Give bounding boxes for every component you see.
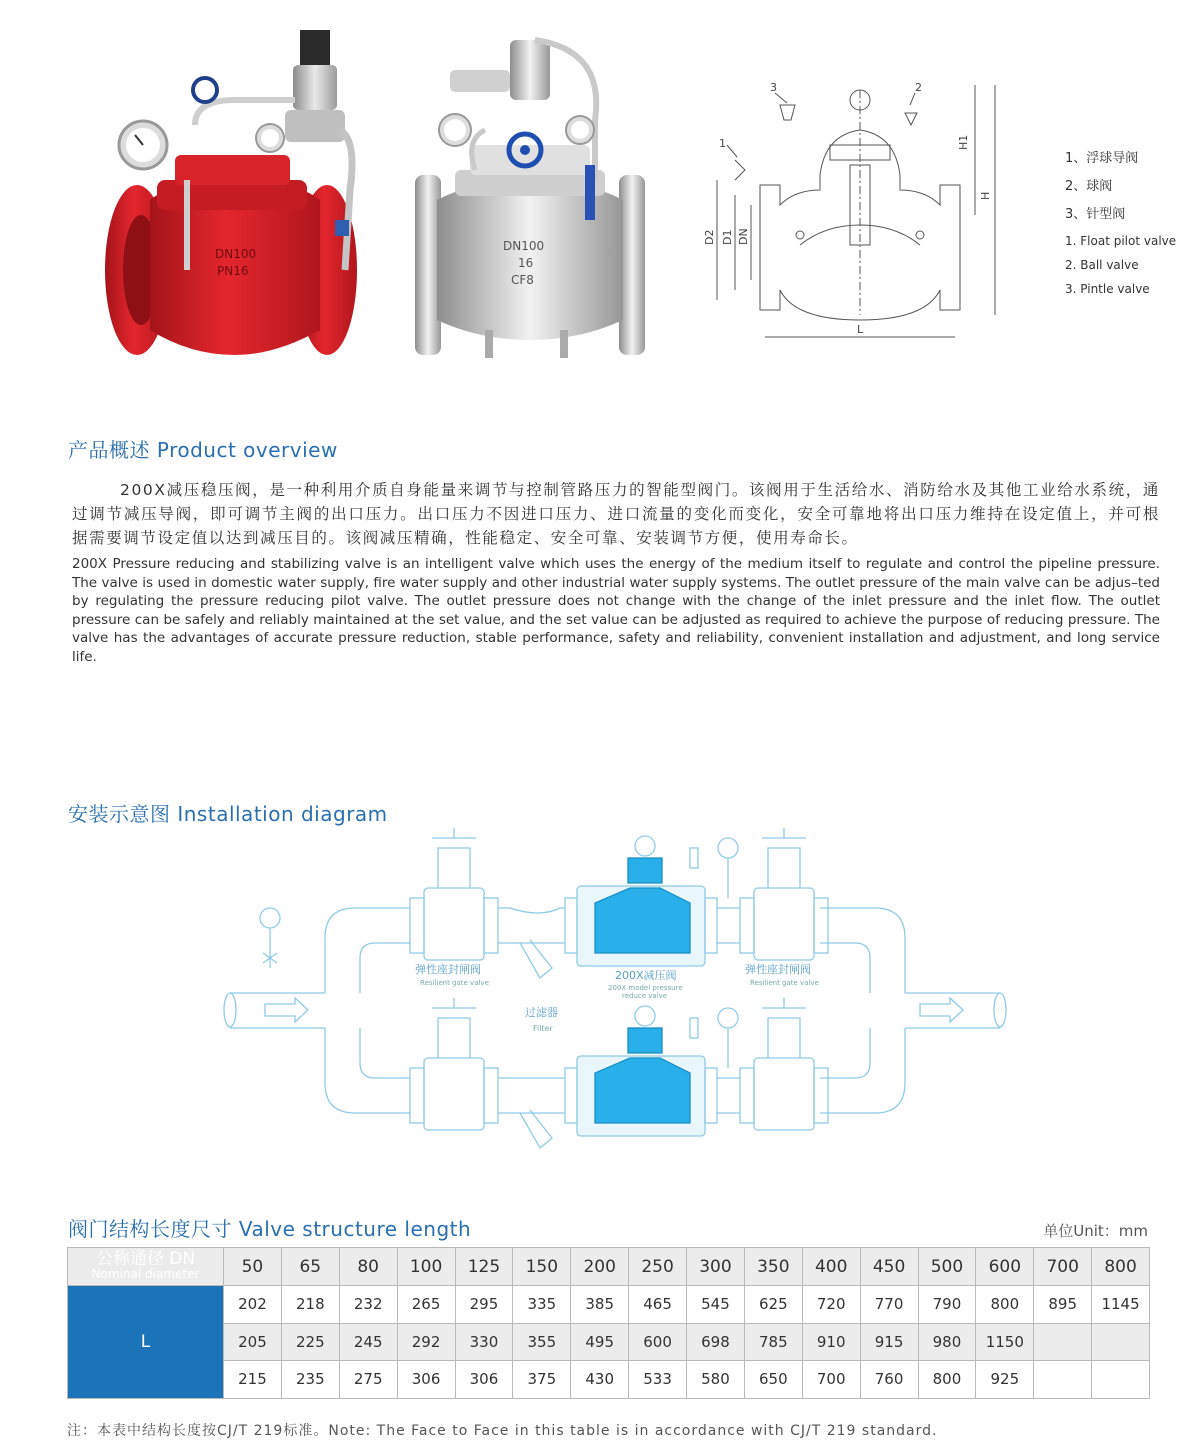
overview-en-paragraph: 200X Pressure reducing and stabilizing valve is an intelligent valve which uses the energy of the medium itself to regulate and control the pipeline pressure. The valve is used in domestic water supply, fire water supply and other industrial water supply systems. The outlet pressure of the main valve can be adjus–ted by regulating the pressure reducing pilot valve. The outlet pressure does not change with the change of the inlet pressure and the inlet flow. The outlet pressure can be safely and reliably maintained at the set value, and the set value can be adjusted as required to achieve the purpose of reducing pressure. The valve has the advantages of accurate pressure reduction, stable performance, safety and reliability, convenient installation and adjustment, and long service life.: [72, 556, 1160, 665]
dn-cell: 200: [571, 1248, 629, 1286]
value-cell: 218: [281, 1286, 339, 1324]
value-cell: 1150: [976, 1323, 1034, 1361]
gate-valve-label-left-cn: 弹性座封闸阀: [415, 963, 481, 976]
dim-d2: D2: [703, 229, 716, 245]
value-cell: 800: [976, 1286, 1034, 1324]
value-cell: 910: [802, 1323, 860, 1361]
dim-d1: D1: [721, 229, 734, 245]
dim-h: H: [979, 191, 992, 200]
value-cell: 770: [860, 1286, 918, 1324]
dn-cell: 600: [976, 1248, 1034, 1286]
value-cell: 335: [513, 1286, 571, 1324]
drawing-legend: [1065, 145, 1176, 301]
legend-item-cn-1: 1、浮球导阀: [1065, 151, 1139, 166]
filter-label-en: Filter: [533, 1024, 553, 1033]
value-cell: 355: [513, 1323, 571, 1361]
value-cell: 306: [397, 1361, 455, 1399]
value-cell: 915: [860, 1323, 918, 1361]
value-cell: 700: [802, 1361, 860, 1399]
upper-branch: [410, 828, 828, 978]
prv-label-en-2: reduce valve: [622, 992, 668, 1000]
dn-cell: 350: [744, 1248, 802, 1286]
value-cell: [1034, 1361, 1092, 1399]
legend-item-en-2: 2. Ball valve: [1065, 258, 1139, 272]
value-cell: 650: [744, 1361, 802, 1399]
steel-valve-photo: [415, 30, 645, 360]
value-cell: 720: [802, 1286, 860, 1324]
installation-title: 安装示意图 Installation diagram: [68, 802, 388, 826]
value-cell: 698: [687, 1323, 745, 1361]
value-cell: 375: [513, 1361, 571, 1399]
table-row: [68, 1286, 1150, 1324]
value-cell: 292: [397, 1323, 455, 1361]
value-cell: [1092, 1323, 1150, 1361]
red-valve-photo: [95, 30, 365, 360]
prv-label-cn: 200X减压阀: [615, 969, 677, 982]
value-cell: 202: [224, 1286, 282, 1324]
dim-dn: DN: [737, 228, 750, 245]
dn-cell: 50: [224, 1248, 282, 1286]
legend-item-cn-3: 3、针型阀: [1065, 207, 1126, 222]
dn-cell: 500: [918, 1248, 976, 1286]
callout-1: 1: [719, 137, 726, 150]
dn-cell: 450: [860, 1248, 918, 1286]
dn-cell: 250: [629, 1248, 687, 1286]
dn-cell: 300: [687, 1248, 745, 1286]
steel-body-pn: 16: [518, 256, 534, 270]
value-cell: 225: [281, 1323, 339, 1361]
callout-2: 2: [915, 81, 922, 94]
steel-body-dn: DN100: [503, 239, 545, 253]
table-title: 阀门结构长度尺寸 Valve structure length: [68, 1217, 472, 1241]
overview-title: 产品概述 Product overview: [68, 438, 338, 462]
callout-3: 3: [770, 81, 777, 94]
table-row: [68, 1361, 1150, 1399]
product-images: [95, 30, 1195, 370]
value-cell: 760: [860, 1361, 918, 1399]
value-cell: 215: [224, 1361, 282, 1399]
valve-length-table: [67, 1247, 1150, 1399]
legend-item-cn-2: 2、球阀: [1065, 179, 1113, 194]
dim-l: L: [857, 323, 864, 336]
value-cell: 295: [455, 1286, 513, 1324]
value-cell: 385: [571, 1286, 629, 1324]
table-unit: 单位Unit：mm: [1043, 1222, 1148, 1240]
dn-cell: 150: [513, 1248, 571, 1286]
dn-cell: 100: [397, 1248, 455, 1286]
lower-branch: [410, 998, 828, 1148]
filter-label-cn: 过滤器: [525, 1006, 558, 1019]
value-cell: 580: [687, 1361, 745, 1399]
value-cell: 495: [571, 1323, 629, 1361]
value-cell: 790: [918, 1286, 976, 1324]
header-cn: 公称通径 DN: [95, 1248, 196, 1269]
value-cell: 430: [571, 1361, 629, 1399]
dn-cell: 400: [802, 1248, 860, 1286]
value-cell: 235: [281, 1361, 339, 1399]
legend-item-en-3: 3. Pintle valve: [1065, 282, 1150, 296]
value-cell: 265: [397, 1286, 455, 1324]
table-header-row: [68, 1248, 1150, 1286]
value-cell: 895: [1034, 1286, 1092, 1324]
table-footnote: 注：本表中结构长度按CJ/T 219标准。Note: The Face to Face in this table is in accordance with CJ/T 219 standard.: [67, 1423, 938, 1439]
table-row: [68, 1323, 1150, 1361]
value-cell: 545: [687, 1286, 745, 1324]
table-header-cell: [68, 1248, 224, 1286]
value-cell: 1145: [1092, 1286, 1150, 1324]
steel-body-material: CF8: [511, 273, 534, 287]
value-cell: 306: [455, 1361, 513, 1399]
value-cell: [1092, 1361, 1150, 1399]
gate-valve-label-left-en: Resilient gate valve: [420, 979, 489, 987]
installation-diagram: [220, 828, 1010, 1158]
red-body-pn: PN16: [217, 264, 249, 278]
value-cell: 330: [455, 1323, 513, 1361]
value-cell: 625: [744, 1286, 802, 1324]
dn-cell: 125: [455, 1248, 513, 1286]
dim-h1: H1: [957, 134, 970, 150]
value-cell: 600: [629, 1323, 687, 1361]
value-cell: 465: [629, 1286, 687, 1324]
overview-cn-paragraph: 200X减压稳压阀，是一种利用介质自身能量来调节与控制管路压力的智能型阀门。该阀用于生活给水、消防给水及其他工业给水系统，通过调节减压导阀，即可调节主阀的出口压力。出口压力不因进口压力、进口流量的变化而变化，安全可靠地将出口压力维持在设定值上，并可根据需要调节设定值以达到减压目的。该阀减压精确，性能稳定、安全可靠、安装调节方便，使用寿命长。: [72, 481, 1160, 547]
value-cell: 980: [918, 1323, 976, 1361]
value-cell: 800: [918, 1361, 976, 1399]
value-cell: 533: [629, 1361, 687, 1399]
row-label-l: L: [68, 1286, 224, 1399]
dn-cell: 80: [339, 1248, 397, 1286]
value-cell: [1034, 1323, 1092, 1361]
value-cell: 245: [339, 1323, 397, 1361]
legend-item-en-1: 1. Float pilot valve: [1065, 234, 1177, 248]
dn-cell: 800: [1092, 1248, 1150, 1286]
value-cell: 925: [976, 1361, 1034, 1399]
dn-cell: 700: [1034, 1248, 1092, 1286]
gate-valve-label-right-en: Resilient gate valve: [750, 979, 819, 987]
value-cell: 205: [224, 1323, 282, 1361]
red-body-dn: DN100: [215, 247, 257, 261]
value-cell: 785: [744, 1323, 802, 1361]
value-cell: 275: [339, 1361, 397, 1399]
gate-valve-label-right-cn: 弹性座封闸阀: [745, 963, 811, 976]
valve-technical-drawing: [705, 75, 1025, 355]
value-cell: 232: [339, 1286, 397, 1324]
header-en: Nominal diameter: [91, 1266, 200, 1281]
prv-label-en-1: 200X model pressure: [608, 984, 683, 992]
dn-cell: 65: [281, 1248, 339, 1286]
